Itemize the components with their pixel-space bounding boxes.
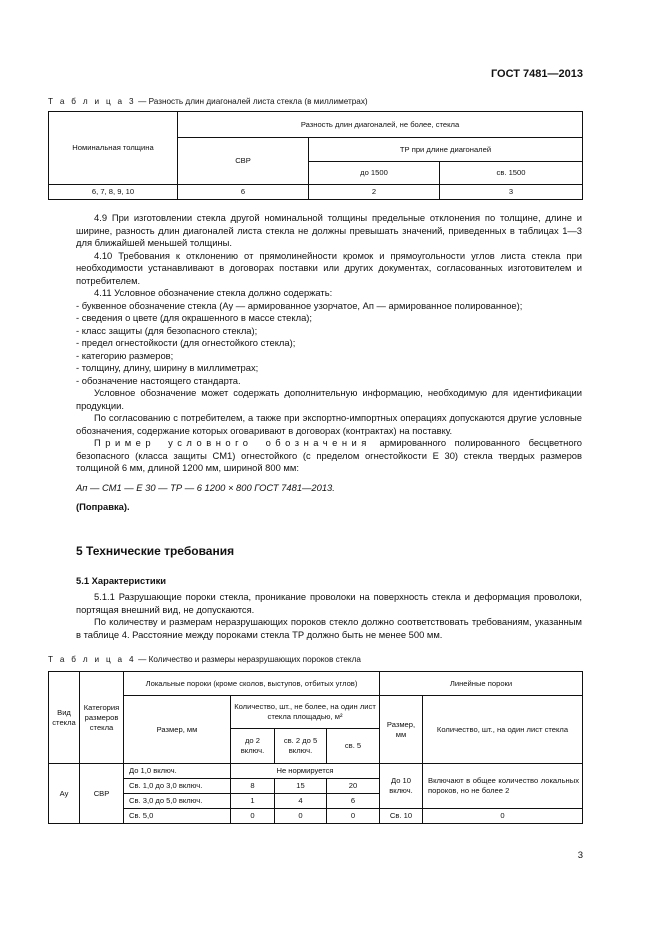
section-title: 5 Технические требования <box>76 544 235 558</box>
list-item: - обозначение настоящего стандарта. <box>76 374 241 386</box>
table4-cell: 4 <box>275 794 327 809</box>
paragraph: По согласованию с потребителем, а также при экспортно-импортных операциях допускаются другие условные обозначения, содержание которых оговаривают в договорах (контрактах) на поставку. <box>76 412 582 436</box>
table4-cell: 8 <box>231 779 275 794</box>
paragraph: 4.11 Условное обозначение стекла должно содержать: <box>94 287 333 298</box>
table3-col-diff: Разность длин диагоналей, не более, стекла <box>178 112 583 138</box>
table4-cell: 6 <box>327 794 380 809</box>
table4-size: До 1,0 включ. <box>124 764 231 779</box>
table4-col-category: Категория размеров стекла <box>80 672 124 764</box>
table4-cell: 0 <box>275 809 327 824</box>
list-item: - категорию размеров; <box>76 349 174 361</box>
table3-col-tp: ТР при длине диагоналей <box>309 138 583 162</box>
table3-col-upto: до 1500 <box>309 162 440 185</box>
correction-note: (Поправка). <box>76 501 130 512</box>
table3-col-thickness: Номинальная толщина <box>49 112 178 185</box>
paragraph: По количеству и размерам неразрушающих пороков стекло должно соответствовать требованиям, указанным в таблице 4. Расстояние между пороками стекла ТР должно быть не менее 500 мм. <box>76 616 582 640</box>
body-text <box>76 212 582 514</box>
table4-col-size: Размер, мм <box>124 696 231 764</box>
table4-cell: 20 <box>327 779 380 794</box>
table4 <box>48 671 583 824</box>
body-text-2 <box>76 591 582 641</box>
table4-size: Св. 3,0 до 5,0 включ. <box>124 794 231 809</box>
list-item: - класс защиты (для безопасного стекла); <box>76 324 258 336</box>
page-number: 3 <box>577 850 583 861</box>
table4-cell: 0 <box>327 809 380 824</box>
list-item: - сведения о цвете (для окрашенного в массе стекла); <box>76 312 313 323</box>
paragraph: Условное обозначение может содержать дополнительную информацию, необходимую для идентификации продукции. <box>76 387 582 411</box>
table4-col-count: Количество, шт., не более, на один лист стекла площадью, м² <box>231 696 380 729</box>
paragraph: 4.10 Требования к отклонению от прямолинейности кромок и прямоугольности углов листа стекла при необходимости устанавливают в договорах поставки или других документах, согласованных изготовителем и потребителем. <box>76 249 582 286</box>
table4-category: СВР <box>80 764 124 824</box>
table3-caption <box>48 97 368 106</box>
table4-col-type: Вид стекла <box>49 672 80 764</box>
table4-merged: Не нормируется <box>231 764 380 779</box>
paragraph: 5.1.1 Разрушающие пороки стекла, проникание проволоки на поверхность стекла и деформация проволоки, портящая внешний вид, не допускаются. <box>76 591 582 615</box>
list-item: - буквенное обозначение стекла (Ау — армированное узорчатое, Ап — армированное полированное); <box>76 299 523 311</box>
list-item: - толщину, длину, ширину в миллиметрах; <box>76 362 259 373</box>
table4-col-c3: св. 5 <box>327 729 380 764</box>
table4-lsize-bottom: Св. 10 <box>380 809 423 824</box>
table4-col-c1: до 2 включ. <box>231 729 275 764</box>
table4-caption <box>48 655 361 664</box>
table3-col-svr: СВР <box>178 138 309 185</box>
table3-caption-text: — Разность длин диагоналей листа стекла (в миллиметрах) <box>135 97 368 106</box>
example-formula: Ап — СМ1 — Е 30 — ТР — 6 1200 × 800 ГОСТ 7481—2013. <box>76 481 335 493</box>
table4-col-lcount: Количество, шт., на один лист стекла <box>423 696 583 764</box>
table4-cell: 15 <box>275 779 327 794</box>
table4-type: Ау <box>49 764 80 824</box>
table4-size: Св. 1,0 до 3,0 включ. <box>124 779 231 794</box>
table4-cell: 1 <box>231 794 275 809</box>
subsection-title: 5.1 Характеристики <box>76 575 167 586</box>
table3 <box>48 111 583 200</box>
table3-caption-prefix: Т а б л и ц а 3 <box>48 97 136 106</box>
table3-cell: 3 <box>440 185 583 200</box>
table3-cell: 2 <box>309 185 440 200</box>
document-header: ГОСТ 7481—2013 <box>490 68 583 80</box>
table4-caption-prefix: Т а б л и ц а 4 <box>48 655 136 664</box>
table4-lsize-top: До 10 включ. <box>380 764 423 809</box>
table-row <box>49 764 583 779</box>
table4-col-c2: св. 2 до 5 включ. <box>275 729 327 764</box>
table4-col-local: Локальные пороки (кроме сколов, выступов, отбитых углов) <box>124 672 380 696</box>
table4-caption-text: — Количество и размеры неразрушающих пороков стекла <box>135 655 361 664</box>
example-paragraph <box>76 437 582 475</box>
table4-cell: 0 <box>231 809 275 824</box>
example-prefix: Пример условного обозначения <box>94 437 371 448</box>
table4-col-linear: Линейные пороки <box>380 672 583 696</box>
table4-lcount-bottom: 0 <box>423 809 583 824</box>
list-item: - предел огнестойкости (для огнестойкого стекла); <box>76 337 296 348</box>
paragraph: 4.9 При изготовлении стекла другой номинальной толщины предельные отклонения по толщине, длине и ширине, разность длин диагоналей листа стекла не должны превышать значений, приведенных в таблицах 1—3 для ближайшей меньшей толщины. <box>76 212 582 248</box>
example-text: армированного полированного бесцветного безопасного (класса защиты СМ1) огнестойкого (с пределом огнестойкости Е 30) стекла твердых размеров толщиной 6 мм, длиной 1200 мм, шириной 800 мм: <box>76 437 582 473</box>
table3-col-over: св. 1500 <box>440 162 583 185</box>
table3-cell: 6, 7, 8, 9, 10 <box>49 185 178 200</box>
table4-lcount-top: Включают в общее количество локальных пороков, но не более 2 <box>423 764 583 809</box>
table4-col-lsize: Размер, мм <box>380 696 423 764</box>
table-row <box>49 185 583 200</box>
table-row <box>49 809 583 824</box>
table3-cell: 6 <box>178 185 309 200</box>
table4-size: Св. 5,0 <box>124 809 231 824</box>
